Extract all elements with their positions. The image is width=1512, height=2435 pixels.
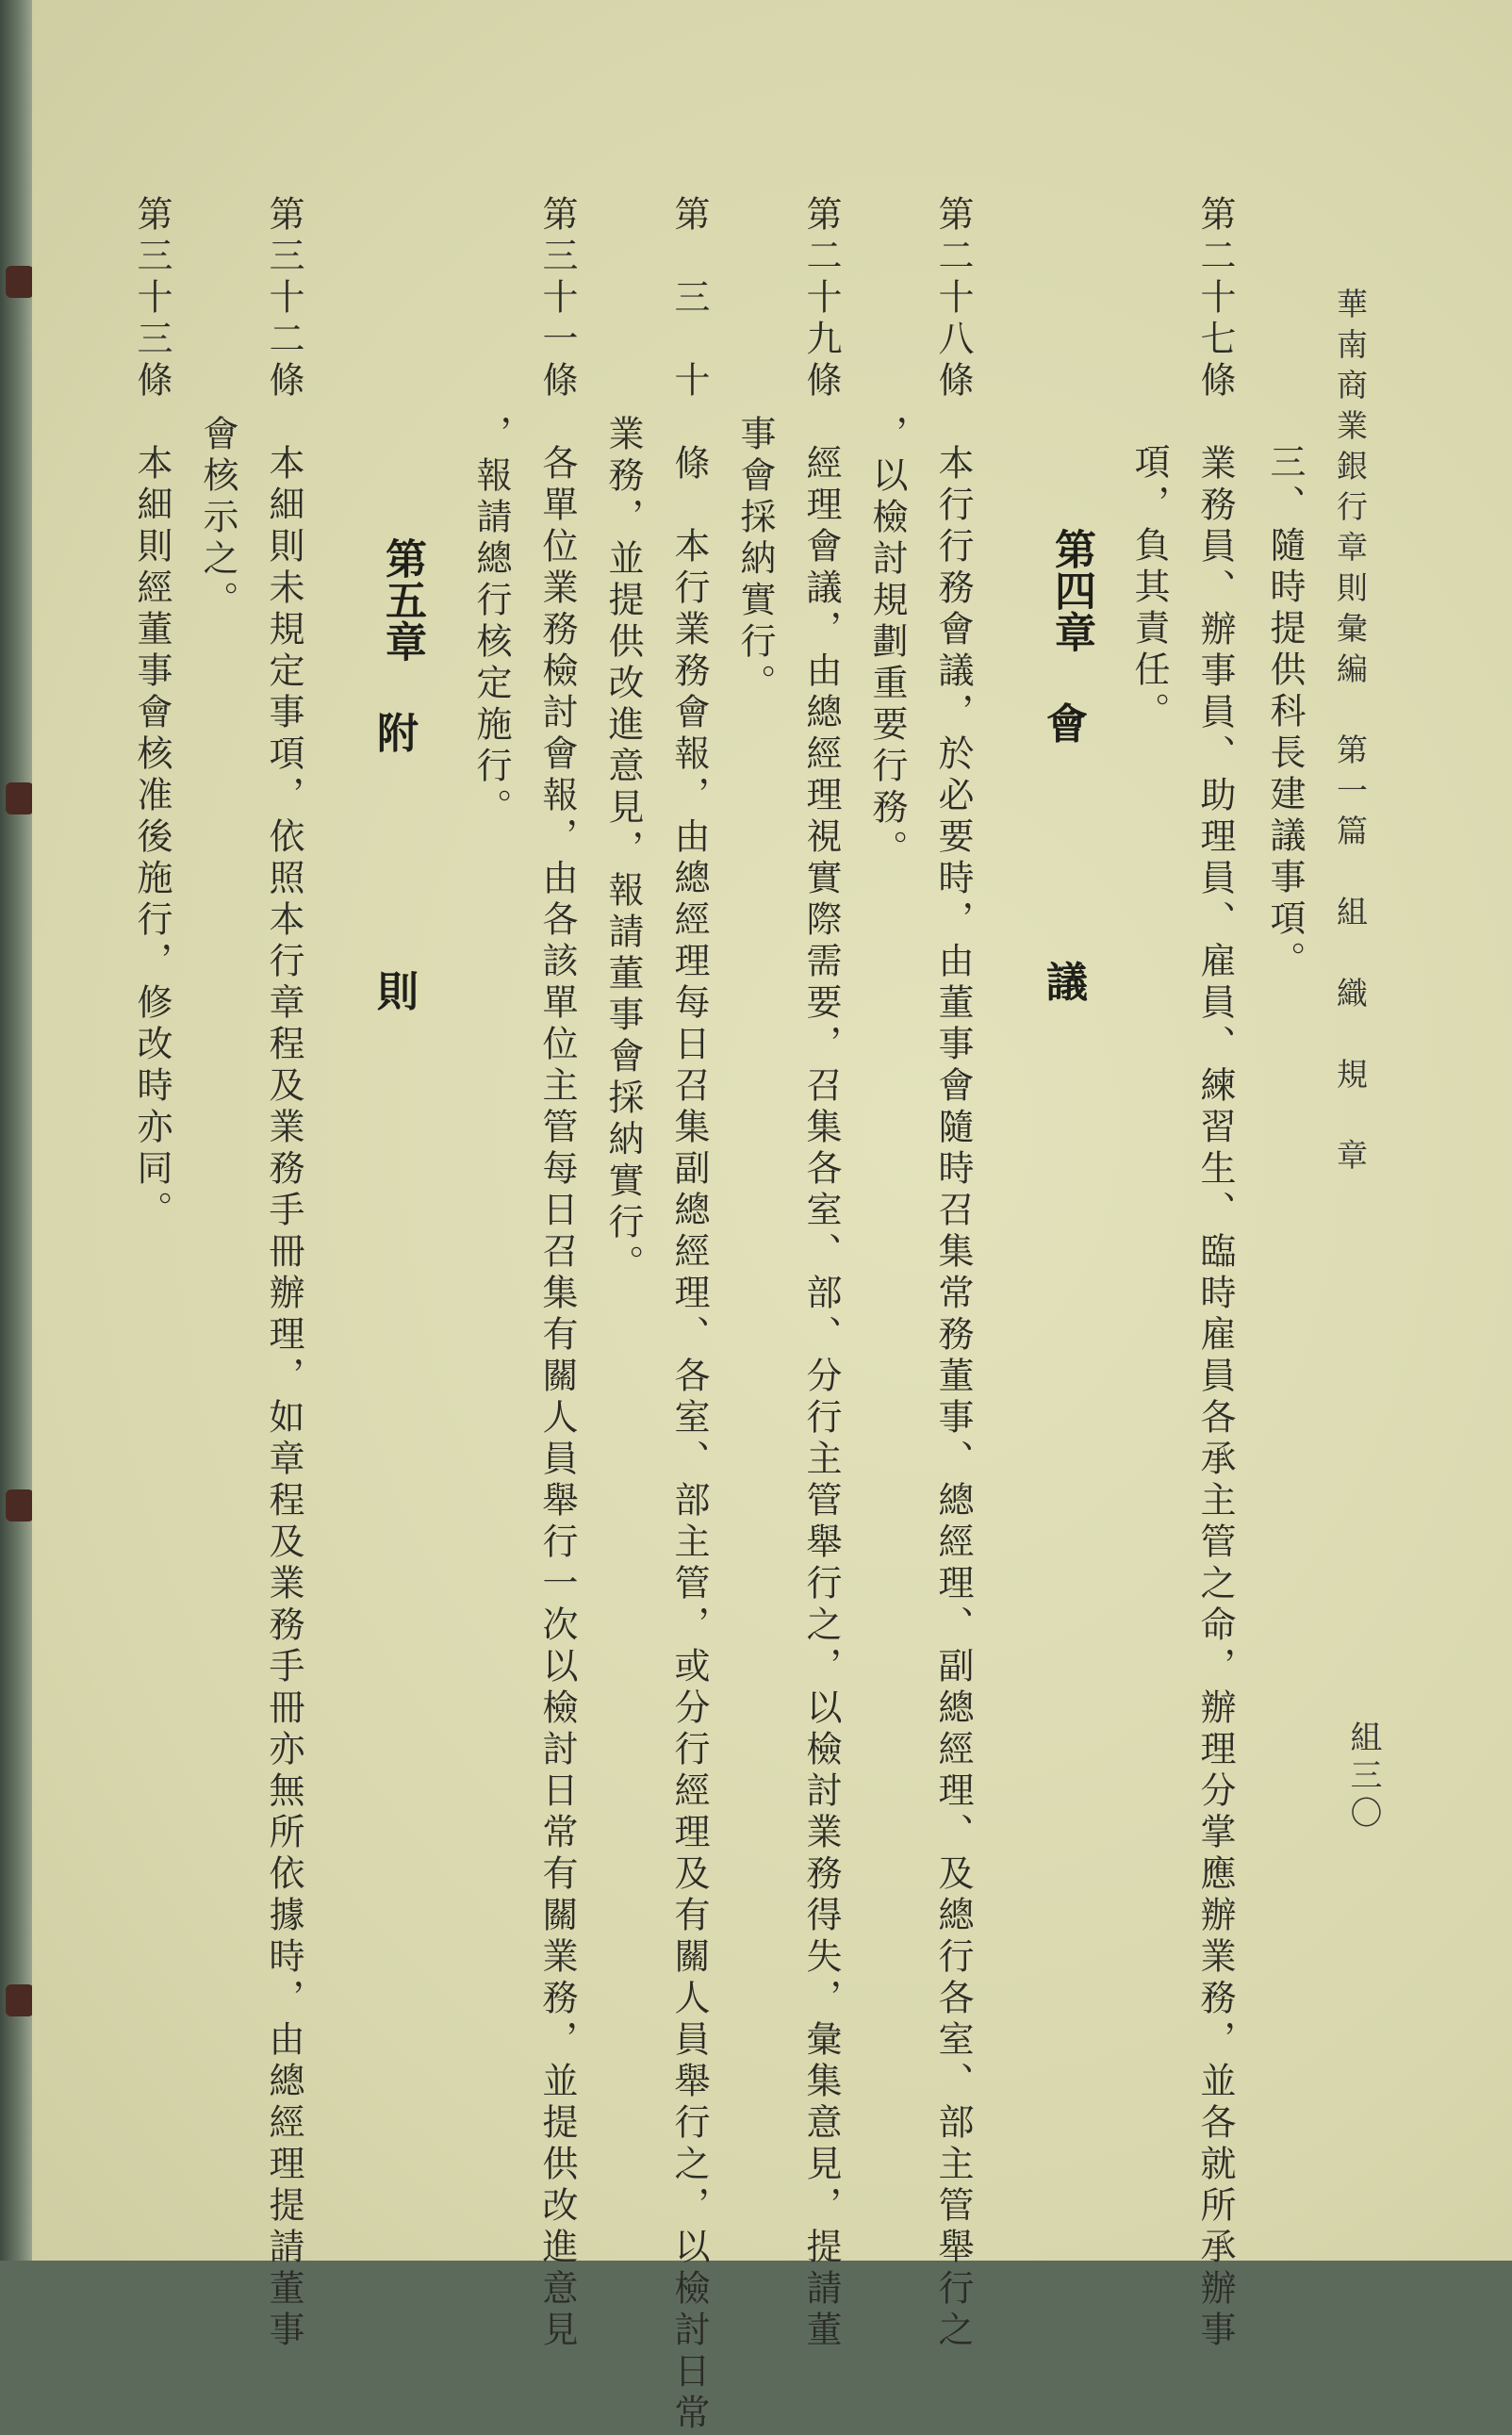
chapter-5-title-2: 則 xyxy=(377,968,419,1016)
text-column: 事會採納實行。 xyxy=(734,415,776,705)
text-column: ，報請總行核定施行。 xyxy=(470,415,512,830)
article-33: 第三十三條 本細則經董事會核准後施行，修改時亦同。 xyxy=(131,195,173,1232)
text-column: 項，負其責任。 xyxy=(1128,443,1170,733)
chapter-5-number: 第五章 xyxy=(378,537,426,662)
binding-stitch xyxy=(6,1489,34,1522)
chapter-4-title-1: 會 xyxy=(1046,700,1088,749)
text-column: 業務，並提供改進意見，報請董事會採納實行。 xyxy=(602,415,644,1286)
binding-stitch xyxy=(6,1984,34,2016)
article-27: 第二十七條 業務員、辦事員、助理員、雇員、練習生、臨時雇員各承主管之命，辦理分掌應辦業務，並各就所承辦事 xyxy=(1194,195,1236,2352)
text-column: 三、隨時提供科長建議事項。 xyxy=(1264,443,1306,982)
document-page xyxy=(32,0,1512,2435)
page-number: 組三〇 xyxy=(1344,1720,1382,1834)
book-binding xyxy=(0,0,32,2261)
text-column: 會核示之。 xyxy=(197,415,238,622)
text-column: ，以檢討規劃重要行務。 xyxy=(866,415,908,871)
chapter-5-heading xyxy=(371,537,424,1018)
article-29: 第二十九條 經理會議，由總經理視實際需要，召集各室、部、分行主管舉行之，以檢討業務得失，彙集意見，提請董 xyxy=(800,195,842,2352)
chapter-4-title-2: 議 xyxy=(1046,959,1088,1007)
article-30: 第 三 十 條 本行業務會報，由總經理每日召集副總經理、各室、部主管，或分行經理及有關人員舉行之，以檢討日常 xyxy=(668,195,710,2435)
running-header: 華南商業銀行章則彙編 第一篇 組 織 規 章 xyxy=(1332,288,1369,1179)
chapter-5-title-1: 附 xyxy=(377,710,419,758)
chapter-4-number: 第四章 xyxy=(1047,528,1095,652)
chapter-4-heading xyxy=(1041,528,1093,1009)
binding-stitch xyxy=(6,266,34,298)
binding-stitch xyxy=(6,782,34,814)
article-28: 第二十八條 本行行務會議，於必要時，由董事會隨時召集常務董事、總經理、副總經理、及總行各室、部主管舉行之 xyxy=(932,195,974,2352)
article-32: 第三十二條 本細則未規定事項，依照本行章程及業務手冊辦理，如章程及業務手冊亦無所依據時，由總經理提請董事 xyxy=(263,195,304,2352)
article-31: 第三十一條 各單位業務檢討會報，由各該單位主管每日召集有關人員舉行一次以檢討日常有關業務，並提供改進意見 xyxy=(536,195,578,2352)
